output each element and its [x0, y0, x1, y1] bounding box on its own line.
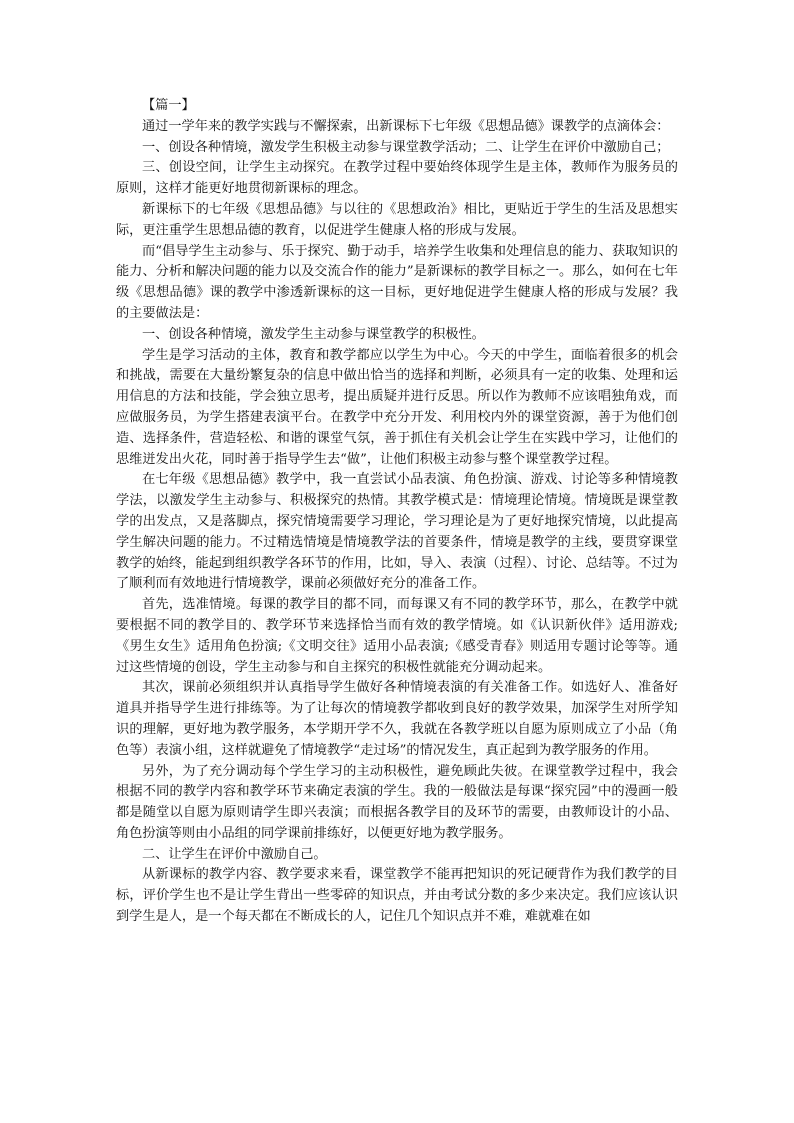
paragraph: 另外，为了充分调动每个学生学习的主动积极性，避免顾此失彼。在课堂教学过程中，我会根据不同的教学内容和教学环节来确定表演的学生。我的一般做法是每课“探究园”中的漫画一般都是随堂以自愿为原则请学生即兴表演；而根据各教学目的及环节的需要，由教师设计的小品、角色扮演等则由小品组的同学课前排练好，以便更好地为教学服务。 [116, 763, 678, 841]
section-heading: 【篇一】 [142, 98, 195, 113]
document-page [116, 96, 678, 928]
subheading-paragraph: 二、让学生在评价中激励自己。 [142, 846, 327, 862]
paragraph: 首先，选准情境。每课的教学目的都不同，而每课又有不同的教学环节，那么，在教学中就要根据不同的教学目的、教学环节来选择恰当而有效的教学情境。如《认识新伙伴》适用游戏;《男生女生》适用角色扮演;《文明交往》适用小品表演;《感受青春》则适用专题讨论等等。通过这些情境的创设，学生主动参与和自主探究的积极性就能充分调动起来。 [116, 597, 678, 675]
paragraph: 三、创设空间，让学生主动探究。在教学过程中要始终体现学生是主体，教师作为服务员的原则，这样才能更好地贯彻新课标的理念。 [116, 160, 678, 197]
paragraph: 新课标下的七年级《思想品德》与以往的《思想政治》相比，更贴近于学生的生活及思想实际，更注重学生思想品德的教育，以促进学生健康人格的形成与发展。 [116, 201, 678, 238]
subheading-paragraph: 一、创设各种情境，激发学生主动参与课堂教学的积极性。 [142, 326, 485, 342]
paragraph: 通过一学年来的教学实践与不懈探索，出新课标下七年级《思想品德》课教学的点滴体会： [142, 118, 670, 134]
paragraph: 学生是学习活动的主体，教育和教学都应以学生为中心。今天的中学生，面临着很多的机会和挑战，需要在大量纷繁复杂的信息中做出恰当的选择和判断，必须具有一定的收集、处理和运用信息的方法和技能，学会独立思考，提出质疑并进行反思。所以作为教师不应该唱独角戏，而应做服务员，为学生搭建表演平台。在教学中充分开发、利用校内外的课堂资源，善于为他们创造、选择条件，营造轻松、和谐的课堂气氛，善于抓住有关机会让学生在实践中学习，让他们的思维迸发出火花，同时善于指导学生去“做”，让他们积极主动参与整个课堂教学过程。 [116, 347, 678, 467]
paragraph: 从新课标的教学内容、教学要求来看，课堂教学不能再把知识的死记硬背作为我们教学的目标，评价学生也不是让学生背出一些零碎的知识点，并由考试分数的多少来决定。我们应该认识到学生是人，是一个每天都在不断成长的人，记住几个知识点并不难，难就难在如 [116, 867, 678, 925]
paragraph: 一、创设各种情境，激发学生积极主动参与课堂教学活动；二、让学生在评价中激励自己； [142, 139, 670, 155]
paragraph: 其次，课前必须组织并认真指导学生做好各种情境表演的有关准备工作。如选好人、准备好道具并指导学生进行排练等。为了让每次的情境教学都收到良好的教学效果，加深学生对所学知识的理解，更好地为教学服务，本学期开学不久，我就在各教学班以自愿为原则成立了小品（角色等）表演小组，这样就避免了情境教学“走过场”的情况发生，真正起到为教学服务的作用。 [116, 680, 678, 758]
paragraph: 而“倡导学生主动参与、乐于探究、勤于动手，培养学生收集和处理信息的能力、获取知识的能力、分析和解决问题的能力以及交流合作的能力”是新课标的教学目标之一。那么，如何在七年级《思想品德》课的教学中渗透新课标的这一目标，更好地促进学生健康人格的形成与发展？我的主要做法是： [116, 243, 678, 321]
paragraph: 在七年级《思想品德》教学中，我一直尝试小品表演、角色扮演、游戏、讨论等多种情境教学法，以激发学生主动参与、积极探究的热情。其教学模式是：情境理论情境。情境既是课堂教学的出发点，又是落脚点，探究情境需要学习理论，学习理论是为了更好地探究情境，以此提高学生解决问题的能力。不过精选情境是情境教学法的首要条件，情境是教学的主线，要贯穿课堂教学的始终，能起到组织教学各环节的作用，比如，导入、表演（过程）、讨论、总结等。不过为了顺利而有效地进行情境教学，课前必须做好充分的准备工作。 [116, 472, 678, 592]
